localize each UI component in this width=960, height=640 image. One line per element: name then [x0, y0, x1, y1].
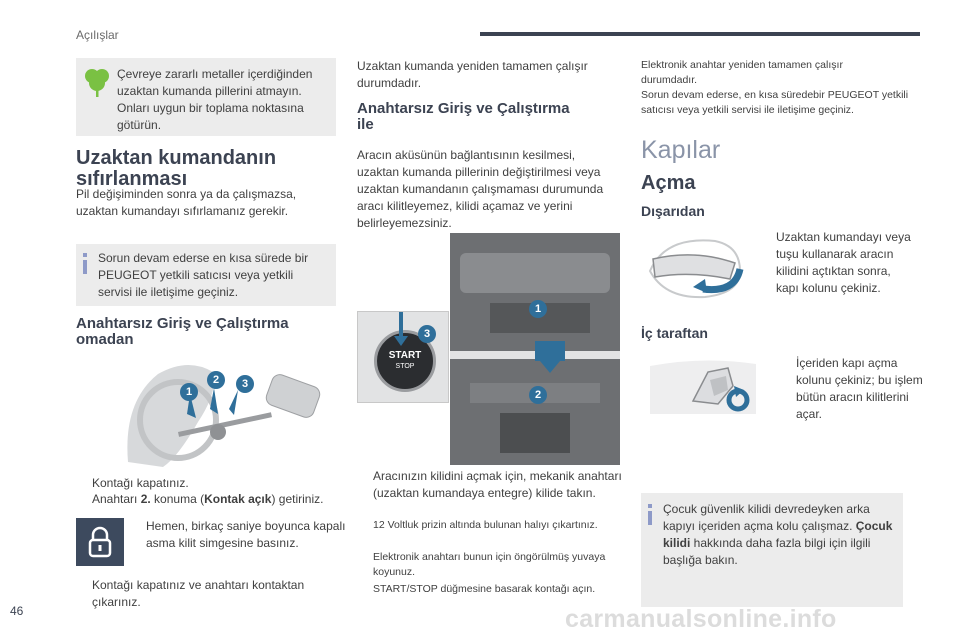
start-label: START: [388, 350, 422, 361]
console-drawing: [450, 233, 620, 465]
inside-title: İç taraftan: [641, 325, 708, 341]
reset-title: Uzaktan kumandanın sıfırlanması: [76, 147, 277, 190]
step-marker-3: 3: [236, 375, 254, 393]
keyless-text: Aracın aküsünün bağlantısının kesilmesi, uzaktan kumanda pillerinin değiştirilmesi veya uzaktan kumandanın çalışmaması durumunda aracı kilitleyemez, kilidi açamaz ve yerini belirleyemezsiniz.: [357, 148, 604, 230]
contact-dealer-text: Sorun devam ederse, en kısa süredebir PEUGEOT yetkili satıcısı veya yetkili servisi ile iletişime geçiniz.: [641, 89, 909, 116]
key-ready-text: Elektronik anahtar yeniden tamamen çalışır durumdadır.: [641, 59, 843, 86]
step-marker-1: 1: [180, 383, 198, 401]
keyless-mode-title: Anahtarsız Giriş ve Çalıştırma omadan: [76, 315, 289, 348]
step-marker-2: 2: [207, 371, 225, 389]
stop-label: STOP: [395, 363, 415, 370]
step-insert-key: Aracınızın kilidini açmak için, mekanik anahtarı (uzaktan kumandaya entegre) kilide takın.: [373, 469, 622, 500]
child-lock-note: [641, 493, 903, 607]
section-header: Açılışlar: [76, 28, 119, 42]
step-marker-1: 1: [529, 300, 547, 318]
info-icon: [648, 511, 652, 525]
press-arrow-icon: [394, 312, 408, 346]
outside-open-step: Uzaktan kumandayı veya tuşu kullanarak aracın kilidini açtıktan sonra, kapı kolunu çekiniz.: [776, 230, 911, 295]
child-lock-note-text: Çocuk güvenlik kilidi devredeyken arka kapıyı içeriden açma kolu çalışmaz. Çocuk kilidi hakkında daha fazla bilgi için ilgili başlığa bakın.: [663, 502, 893, 567]
leaf-icon: [84, 66, 110, 98]
info-note: [76, 244, 336, 306]
remote-ready-text: Uzaktan kumanda yeniden tamamen çalışır durumdadır.: [357, 59, 588, 90]
opening-title: Açma: [641, 172, 696, 194]
step-marker-2: 2: [529, 386, 547, 404]
step-place-key: Elektronik anahtarı bunun için öngörülmüş yuvaya koyunuz.: [373, 551, 606, 578]
step-remove-key: Kontağı kapatınız ve anahtarı kontaktan çıkarınız.: [92, 578, 305, 609]
start-stop-photo: [357, 311, 449, 403]
outside-handle-illustration: [645, 231, 750, 303]
info-note-text: Sorun devam ederse en kısa sürede bir PEUGEOT yetkili satıcısı veya yetkili servisi ile iletişime geçiniz.: [98, 251, 309, 299]
padlock-button-image: [76, 518, 124, 566]
page-number: 46: [10, 604, 24, 618]
reset-text: Pil değişiminden sonra ya da çalışmazsa, uzaktan kumandayı sıfırlamanız gerekir.: [76, 187, 297, 218]
step-press-start: START/STOP düğmesine basarak kontağı açın.: [373, 583, 596, 595]
info-icon-dot: [648, 504, 652, 508]
header-bar: [480, 32, 920, 36]
outside-title: Dışarıdan: [641, 203, 705, 219]
inside-open-step: İçeriden kapı açma kolunu çekiniz; bu işlem bütün aracın kilitlerini açar.: [796, 356, 923, 421]
keyless-title: Anahtarsız Giriş ve Çalıştırma ile: [357, 100, 570, 133]
step-remove-mat: 12 Voltluk prizin altında bulunan halıyı çıkartınız.: [373, 519, 598, 531]
watermark-text: carmanualsonline.info: [565, 605, 837, 633]
environment-note: [76, 58, 336, 136]
step-press-lock: Hemen, birkaç saniye boyunca kapalı asma kilit simgesine basınız.: [146, 519, 346, 550]
info-icon-dot: [83, 253, 87, 257]
step-marker-3: 3: [418, 325, 436, 343]
step-turn-off: Kontağı kapatınız.: [92, 476, 189, 490]
step-key-position: Anahtarı 2. konuma (Kontak açık) getiriniz.: [92, 492, 324, 506]
environment-note-text: Çevreye zararlı metaller içerdiğinden uzaktan kumanda pillerini atmayın. Onları uygun bir toplama noktasına götürün.: [117, 67, 313, 132]
doors-title: Kapılar: [641, 136, 721, 164]
console-photo: [450, 233, 620, 465]
info-icon: [83, 260, 87, 274]
steering-key-illustration: [118, 362, 338, 470]
padlock-icon: [76, 518, 124, 566]
inside-handle-illustration: [648, 356, 758, 416]
